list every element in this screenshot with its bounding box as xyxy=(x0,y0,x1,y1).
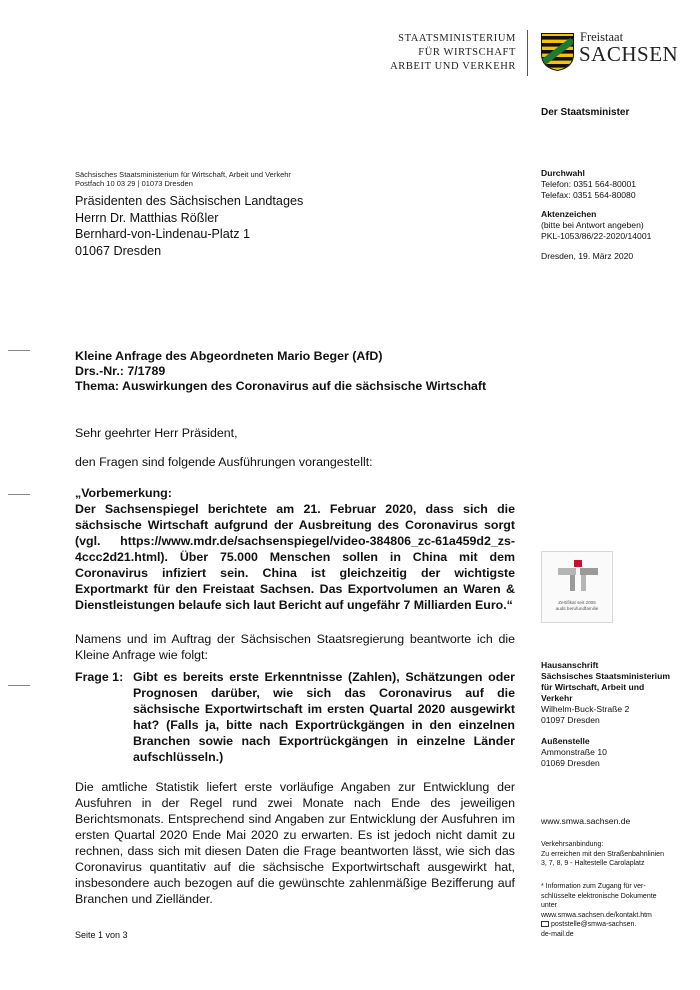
answer-intro: Namens und im Auftrag der Sächsischen Staatsregierung beantworte ich die Kleine Anfrage wie folgt: xyxy=(75,632,515,662)
subject-title: Kleine Anfrage des Abgeordneten Mario Beger (AfD) xyxy=(75,349,383,363)
intro-text: den Fragen sind folgende Ausführungen vorangestellt: xyxy=(75,455,373,469)
ministry-name: Sächsisches Staatsministerium xyxy=(541,671,670,681)
vorbemerkung-title: „Vorbemerkung: xyxy=(75,486,172,500)
certificate-line: Zertifikat seit 2006 xyxy=(558,600,596,605)
minister-title: Der Staatsminister xyxy=(541,107,630,118)
certificate-caption xyxy=(545,600,609,612)
recipient-line: 01067 Dresden xyxy=(75,243,162,258)
vorbemerkung-text: Der Sachsenspiegel berichtete am 21. Februar 2020, dass sich die sächsische Wirtschaft aufgrund der Ausbreitung des Coronavirus sorgt (vgl. https://www.mdr.de/sachsenspiegel/video-384806_zc-61a459d2_zs-4ccc2d21.html). Über 75.000 Menschen sollen in China mit dem Coronavirus infiziert sein. China ist gleichzeitig der wichtigste Exportmarkt für den Freistaat Sachsen. Das Exportvolumen an Waren & Dienstleistungen belaufe sich laut Bericht auf ungefähr 7 Milliarden Euro.“ xyxy=(75,502,515,612)
ministry-name-line: FÜR WIRTSCHAFT xyxy=(418,47,516,58)
audit-logo-icon xyxy=(558,560,598,594)
email-part1: poststelle@smwa-sachsen. xyxy=(551,921,637,928)
subject-block xyxy=(75,349,525,393)
answer-text: Die amtliche Statistik liefert erste vorläufige Angaben zur Entwicklung der Ausfuhren in der Regel rund zwei Monate nach Ende des jeweiligen Berichtsmonats. Entsprechend sind Angaben zur Entwicklung der Ausfuhren im ersten Quartal 2020 Ende Mai 2020 zu erwarten. Es ist jedoch nicht damit zu rechnen, dass sich mit diesen Daten die Frage beantworten lässt, wie sich das Coronavirus quantitativ auf die sächsische Exportwirtschaft ausgewirkt hat, insbesondere auch bezogen auf die gewünschte zahlenmäßige Bezifferung auf Branchen und Zielländer. xyxy=(75,780,515,906)
info-line: unter xyxy=(541,902,557,909)
frage-label: Frage 1: xyxy=(75,670,124,684)
recipient-address xyxy=(75,193,303,259)
ministry-name: Verkehr xyxy=(541,693,573,703)
transit-line: 3, 7, 8, 9 - Haltestelle Carolaplatz xyxy=(541,860,645,867)
sender-postbox: Postfach 10 03 29 | 01073 Dresden xyxy=(75,179,193,188)
punch-mark xyxy=(8,685,30,686)
website-link[interactable]: www.smwa.sachsen.de xyxy=(541,816,631,826)
audit-certificate xyxy=(541,551,613,623)
mail-icon xyxy=(541,921,549,927)
address-city: 01097 Dresden xyxy=(541,715,600,725)
ministry-name: für Wirtschaft, Arbeit und xyxy=(541,682,645,692)
transit-label: Verkehrsanbindung: xyxy=(541,841,604,848)
address-street: Wilhelm-Buck-Straße 2 xyxy=(541,704,630,714)
transit-info xyxy=(541,840,664,869)
aussenstelle-label: Außenstelle xyxy=(541,736,590,746)
logo-divider xyxy=(527,30,528,76)
freistaat-label: Freistaat xyxy=(580,30,624,44)
encryption-info xyxy=(541,882,657,939)
info-line: schlüsselte elektronische Dokumente xyxy=(541,892,657,900)
recipient-line: Bernhard-von-Lindenau-Platz 1 xyxy=(75,227,251,241)
subject-drs-nr: Drs.-Nr.: 7/1789 xyxy=(75,363,166,378)
info-line: * Information zum Zugang für ver- xyxy=(541,883,646,890)
page-number: Seite 1 von 3 xyxy=(75,930,128,940)
aussenstelle-city: 01069 Dresden xyxy=(541,758,600,768)
saxony-crest-icon xyxy=(540,32,575,72)
recipient-line: Präsidenten des Sächsischen Landtages xyxy=(75,194,304,208)
telefon: Telefon: 0351 564-80001 xyxy=(541,179,637,189)
aktenzeichen-note: (bitte bei Antwort angeben) xyxy=(541,220,644,230)
aktenzeichen: PKL-1053/86/22-2020/14001 xyxy=(541,231,652,241)
durchwahl-label: Durchwahl xyxy=(541,168,585,178)
aussenstelle-street: Ammonstraße 10 xyxy=(541,747,607,757)
address-block xyxy=(541,660,670,769)
telefax: Telefax: 0351 564-80080 xyxy=(541,190,636,200)
fold-mark xyxy=(8,350,30,351)
salutation: Sehr geehrter Herr Präsident, xyxy=(75,426,238,440)
ministry-name-line: ARBEIT UND VERKEHR xyxy=(390,61,516,72)
contact-block xyxy=(541,168,651,262)
frage-text: Gibt es bereits erste Erkenntnisse (Zahlen), Schätzungen oder Prognosen darüber, wie sich das Coronavirus auf die sächsische Exportwirtschaft im ersten Quartal 2020 ausgewirkt hat? (Falls ja, bitte nach Exportrückgängen in den einzelnen Branchen sowie nach Exportrückgängen in einzelne Länder aufschlüsseln.) xyxy=(133,670,515,764)
ministry-wordmark xyxy=(380,32,516,74)
sachsen-label: SACHSEN xyxy=(579,42,679,66)
ministry-name-line: STAATSMINISTERIUM xyxy=(398,33,516,44)
subject-topic: Thema: Auswirkungen des Coronavirus auf die sächsische Wirtschaft xyxy=(75,378,487,393)
letter-date: Dresden, 19. März 2020 xyxy=(541,251,634,261)
de-mail-address[interactable] xyxy=(541,920,657,930)
sender-line: Sächsisches Staatsministerium für Wirtschaft, Arbeit und Verkehr xyxy=(75,170,291,179)
aktenzeichen-label: Aktenzeichen xyxy=(541,209,597,219)
recipient-line: Herrn Dr. Matthias Rößler xyxy=(75,210,219,225)
transit-line: Zu erreichen mit den Straßenbahnlinien xyxy=(541,850,664,858)
email-part2: de-mail.de xyxy=(541,930,574,938)
vorbemerkung xyxy=(75,485,515,613)
certificate-line: audit berufundfamilie xyxy=(555,606,599,611)
hausanschrift-label: Hausanschrift xyxy=(541,660,599,670)
fold-mark xyxy=(8,494,30,495)
contact-link[interactable]: www.smwa.sachsen.de/kontakt.htm xyxy=(541,911,652,919)
